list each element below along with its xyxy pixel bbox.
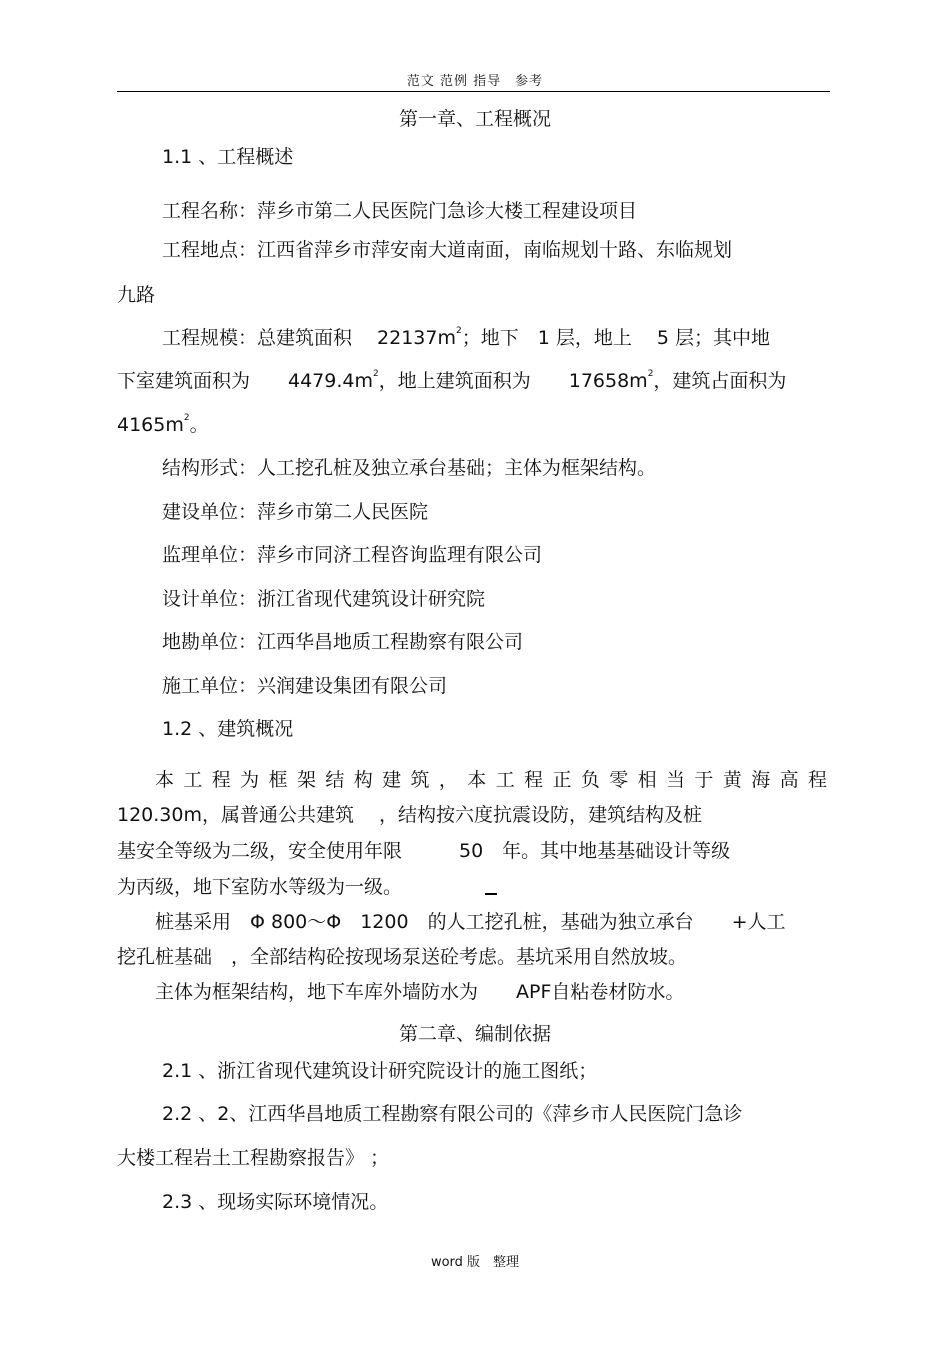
contractor-line: 施工单位：兴润建设集团有限公司 [162,675,448,697]
overview-para1-line-2: 120.30m，属普通公共建筑 ，结构按六度抗震设防，建筑结构及桩 [117,804,703,826]
justified-char: 程 [807,769,827,791]
basis-item-2-1: 2.1 、浙江省现代建筑设计研究院设计的施工图纸； [162,1060,598,1082]
project-name-line: 工程名称：萍乡市第二人民医院门急诊大楼工程建设项目 [162,200,638,222]
project-scale-line-2 [117,369,786,393]
scale-text: 下室建筑面积为 4479.4m [117,370,373,392]
overview-para1-line-4: 为丙级，地下室防水等级为一级。 [117,876,403,898]
superscript: 2 [373,369,379,379]
justified-char: 本 [467,769,487,791]
basis-item-2-3: 2.3 、现场实际环境情况。 [162,1191,389,1213]
justified-char: 程 [211,769,231,791]
justified-char: 工 [183,769,203,791]
header-rule [117,91,830,92]
superscript: 2 [456,326,462,336]
chapter-1-title: 第一章、工程概况 [398,108,551,130]
justified-char: 相 [637,769,657,791]
overview-para1-line-1 [155,768,827,792]
scale-text: ，建筑占面积为 [653,370,787,392]
builder-line: 建设单位：萍乡市第二人民医院 [162,501,429,523]
justified-char: 为 [240,769,260,791]
project-location-line-2: 九路 [117,284,156,306]
justified-char: 于 [694,769,714,791]
justified-char: ， [438,769,458,791]
overview-para3-line-1: 主体为框架结构，地下车库外墙防水为 APF自粘卷材防水。 [155,981,685,1003]
project-location-line-1: 工程地点：江西省萍乡市萍安南大道南面，南临规划十路、东临规划 [162,239,733,261]
page-header: 范文 范例 指导 参考 [406,74,544,89]
scale-text: ；地下 1 层，地上 5 层；其中地 [461,327,771,349]
section-1-2-heading: 1.2 、建筑概况 [162,718,294,740]
chapter-2-title: 第二章、编制依据 [398,1023,551,1045]
justified-char: 框 [268,769,288,791]
overview-para2-line-1: 桩基采用 Φ 800～Φ 1200 的人工挖孔桩，基础为独立承台 +人工 [155,911,786,933]
justified-char: 结 [325,769,345,791]
surveyor-line: 地勘单位：江西华昌地质工程勘察有限公司 [162,631,524,653]
justified-char: 海 [751,769,771,791]
justified-char: 黄 [722,769,742,791]
section-1-1-heading: 1.1 、工程概述 [162,146,294,168]
justified-char: 工 [495,769,515,791]
justified-char: 建 [382,769,402,791]
justified-char: 高 [779,769,799,791]
justified-char: 筑 [410,769,430,791]
superscript: 2 [647,369,654,379]
scale-text: 4165m [117,414,184,436]
supervisor-line: 监理单位：萍乡市同济工程咨询监理有限公司 [162,544,543,566]
overview-para2-line-2: 挖孔桩基础 ，全部结构砼按现场泵送砼考虑。基坑采用自然放坡。 [117,946,688,968]
page-footer: word 版 整理 [430,1255,520,1270]
scale-text: 。 [189,414,209,436]
justified-char: 正 [552,769,572,791]
justified-char: 程 [524,769,544,791]
justified-char: 本 [155,769,175,791]
project-scale-line-1 [162,326,770,350]
structure-form-line: 结构形式：人工挖孔桩及独立承台基础；主体为框架结构。 [162,457,657,479]
superscript: 2 [183,413,190,423]
designer-line: 设计单位：浙江省现代建筑设计研究院 [162,588,486,610]
project-scale-line-3 [117,413,209,437]
scale-text: 工程规模：总建筑面积 22137m [162,327,456,349]
justified-char: 架 [296,769,316,791]
overview-para1-line-3: 基安全等级为二级，安全使用年限 50 年。其中地基基础设计等级 [117,840,731,862]
basis-item-2-2-line-2: 大楼工程岩土工程勘察报告》 ； [117,1147,390,1169]
justified-char: 构 [353,769,373,791]
underline-mark [485,893,497,895]
justified-char: 负 [580,769,600,791]
scale-text: ，地上建筑面积为 17658m [378,370,648,392]
justified-char: 零 [609,769,629,791]
basis-item-2-2-line-1: 2.2 、2、江西华昌地质工程勘察有限公司的《萍乡市人民医院门急诊 [162,1103,743,1125]
justified-char: 当 [666,769,686,791]
